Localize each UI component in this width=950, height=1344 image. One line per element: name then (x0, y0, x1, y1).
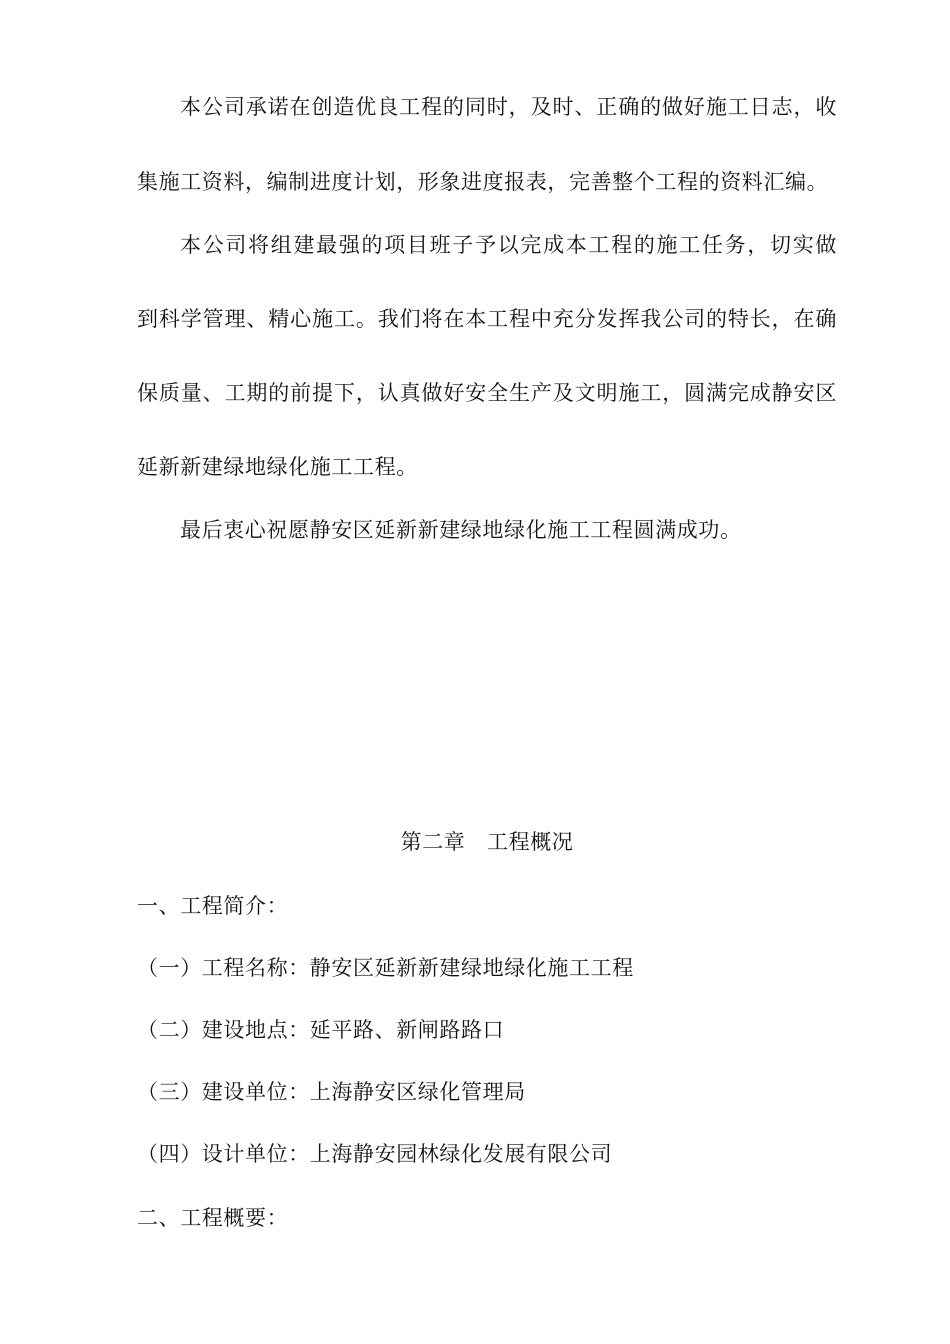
paragraph-2-line-1: 本公司将组建最强的项目班子予以完成本工程的施工任务，切实做 (180, 233, 837, 257)
chapter-title: 第二章 工程概况 (400, 830, 574, 854)
section-1-item-4: （四）设计单位：上海静安园林绿化发展有限公司 (137, 1142, 613, 1166)
paragraph-3-line-1: 最后衷心祝愿静安区延新新建绿地绿化施工工程圆满成功。 (180, 518, 742, 542)
section-2-heading: 二、工程概要： (137, 1206, 289, 1230)
paragraph-1-line-1: 本公司承诺在创造优良工程的同时，及时、正确的做好施工日志，收 (180, 95, 837, 119)
paragraph-2-line-3: 保质量、工期的前提下，认真做好安全生产及文明施工，圆满完成静安区 (137, 381, 837, 405)
paragraph-2-line-2: 到科学管理、精心施工。我们将在本工程中充分发挥我公司的特长，在确 (137, 307, 837, 331)
paragraph-1-line-2: 集施工资料，编制进度计划，形象进度报表，完善整个工程的资料汇编。 (137, 170, 829, 194)
section-1-item-1: （一）工程名称：静安区延新新建绿地绿化施工工程 (137, 956, 634, 980)
paragraph-2-line-4: 延新新建绿地绿化施工工程。 (137, 455, 418, 479)
section-1-heading: 一、工程简介： (137, 894, 289, 918)
section-1-item-3: （三）建设单位：上海静安区绿化管理局 (137, 1080, 526, 1104)
section-1-item-2: （二）建设地点：延平路、新闸路路口 (137, 1018, 505, 1042)
